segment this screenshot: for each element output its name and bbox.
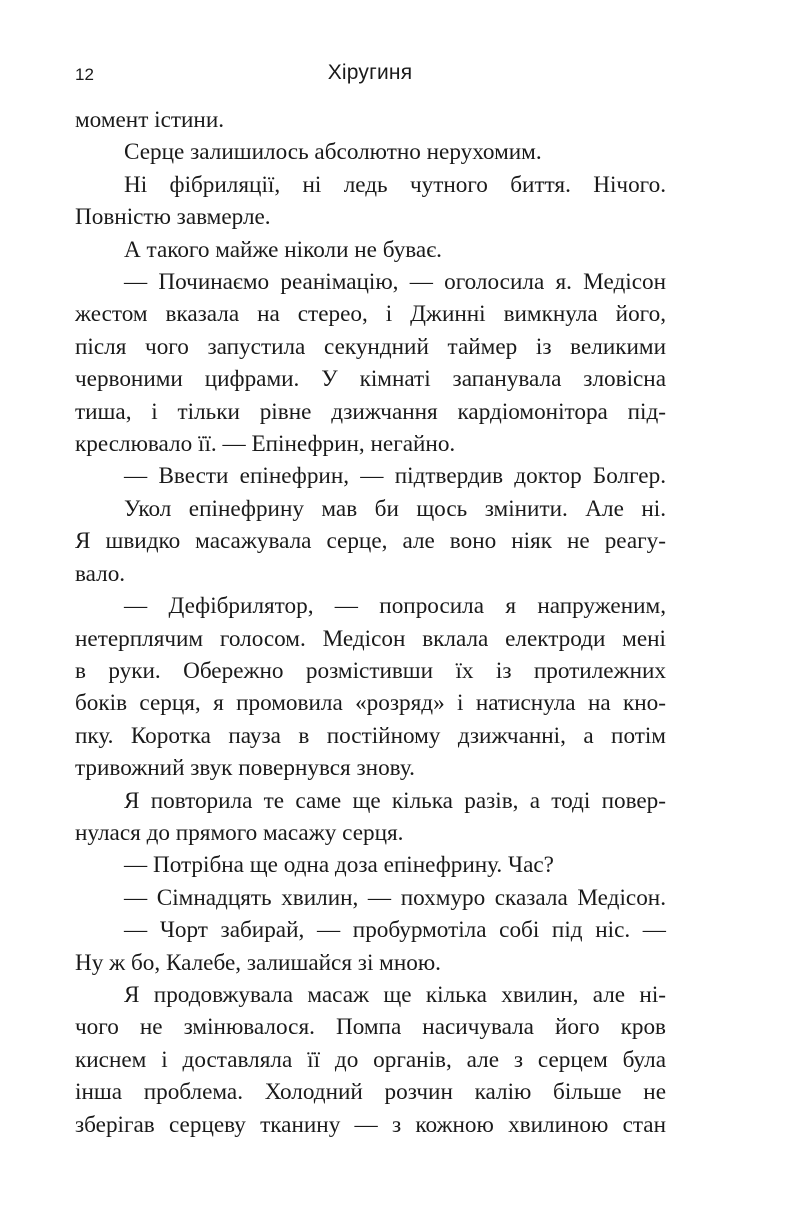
text-line: Укол епінефрину мав би щось змінити. Але ні. xyxy=(124,495,666,522)
text-line: тиша, і тільки рівне дзижчання кардіомонітора під- xyxy=(75,398,666,425)
running-head xyxy=(75,60,665,90)
text-line: Я швидко масажувала серце, але воно ніяк не реагу- xyxy=(75,528,666,555)
text-line: нетерплячим голосом. Медісон вклала електроди мені xyxy=(75,625,666,652)
text-line: вало. xyxy=(75,560,126,587)
body-text xyxy=(75,104,666,1141)
text-line: боків серця, я промовила «розряд» і натиснула на кно- xyxy=(75,690,666,717)
text-line: Серце залишилось абсолютно нерухомим. xyxy=(124,139,542,166)
text-line: Я продовжувала масаж ще кілька хвилин, але ні- xyxy=(124,981,666,1008)
text-line: Ну ж бо, Калебе, залишайся зі мною. xyxy=(75,949,441,976)
text-line: жестом вказала на стерео, і Джинні вимкнула його, xyxy=(75,301,666,328)
text-line: А такого майже ніколи не буває. xyxy=(124,236,442,263)
text-line: креслювало її. — Епінефрин, негайно. xyxy=(75,431,456,458)
text-line: чого не змінювалося. Помпа насичувала його кров xyxy=(75,1014,666,1041)
text-line: зберігав серцеву тканину — з кожною хвилиною стан xyxy=(75,1111,666,1138)
text-line: киснем і доставляла її до органів, але з серцем була xyxy=(75,1046,666,1073)
running-title: Хіругиня xyxy=(327,61,413,84)
text-line: — Ввести епінефрин, — підтвердив доктор Болгер. xyxy=(124,463,666,490)
text-line: — Дефібрилятор, — попросила я напруженим, xyxy=(124,593,666,620)
text-line: — Потрібна ще одна доза епінефрину. Час? xyxy=(124,852,554,879)
text-line: нулася до прямого масажу серця. xyxy=(75,819,404,846)
page-number: 12 xyxy=(75,65,94,84)
text-line: інша проблема. Холодний розчин калію більше не xyxy=(75,1079,666,1106)
text-line: після чого запустила секундний таймер із великими xyxy=(75,333,666,360)
text-line: Я повторила те саме ще кілька разів, а тоді повер- xyxy=(124,787,666,814)
text-line: Повністю завмерле. xyxy=(75,204,271,231)
text-line: Ні фібриляції, ні ледь чутного биття. Нічого. xyxy=(124,171,666,198)
text-line: момент істини. xyxy=(75,107,225,133)
text-line: пку. Коротка пауза в постійному дзижчанні, а потім xyxy=(75,722,666,749)
text-line: — Чорт забирай, — пробурмотіла собі під ніс. — xyxy=(124,917,666,944)
text-line: — Починаємо реанімацію, — оголосила я. Медісон xyxy=(124,269,666,296)
text-line: — Сімнадцять хвилин, — похмуро сказала Медісон. xyxy=(124,884,666,911)
text-line: тривожний звук повернувся знову. xyxy=(75,755,415,782)
text-line: в руки. Обережно розмістивши їх із протилежних xyxy=(75,657,666,684)
text-line: червоними цифрами. У кімнаті запанувала зловісна xyxy=(75,366,666,393)
